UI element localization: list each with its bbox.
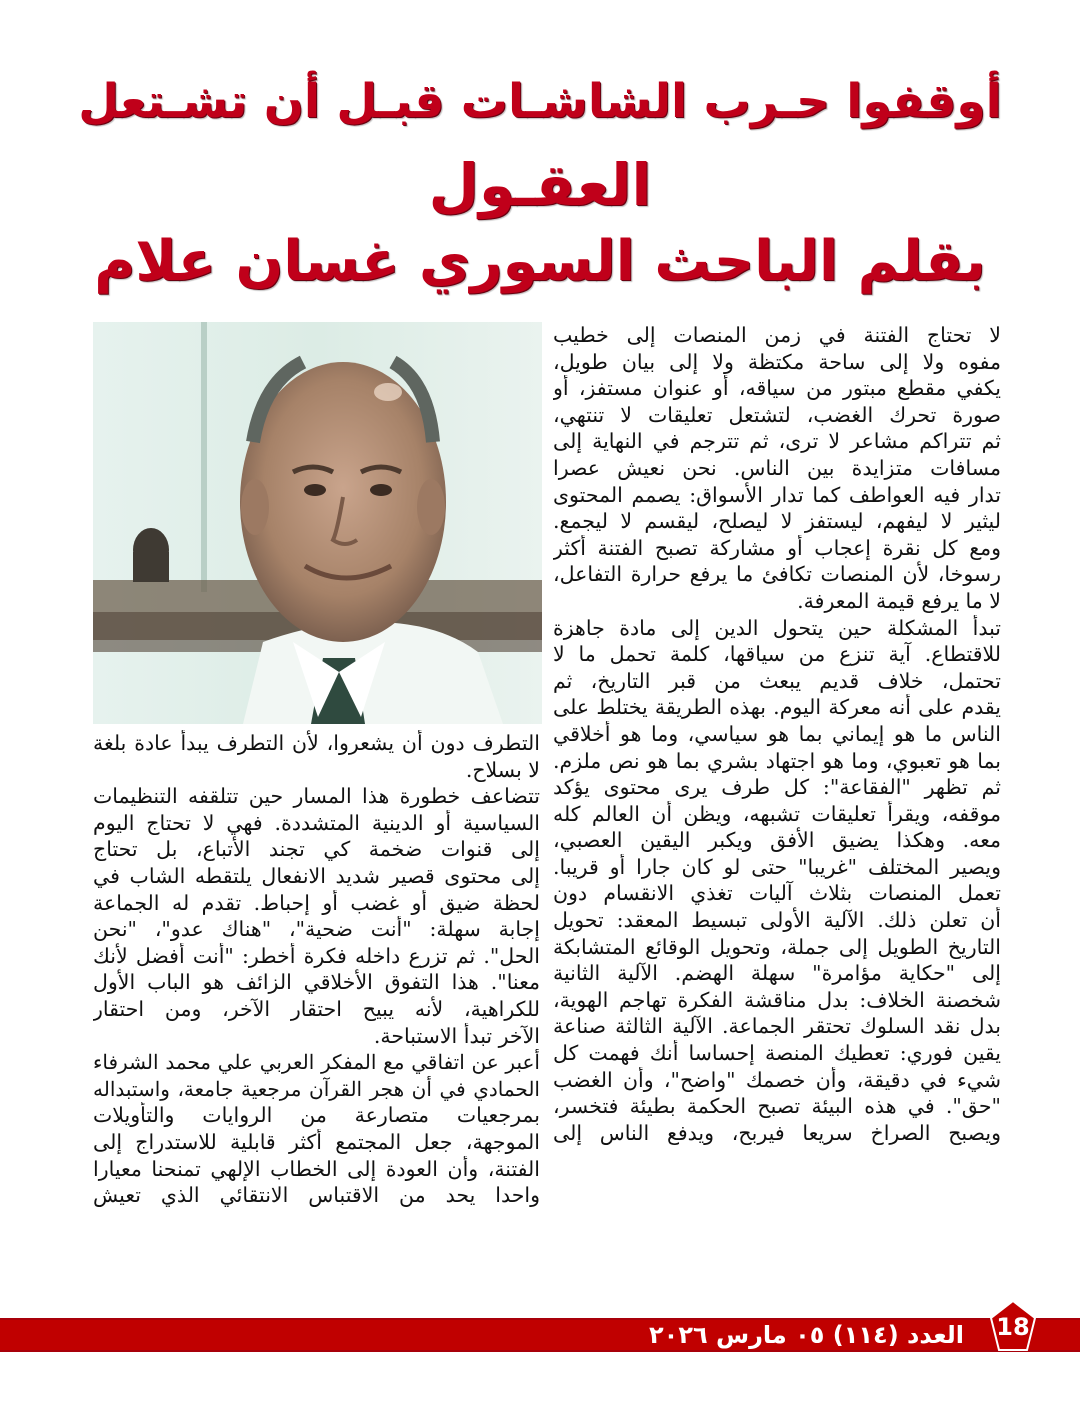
body-text-line: يقدم على أنه معركة اليوم. بهذه الطريقة يختلط على (553, 695, 1001, 720)
body-text-line: تحتمل، خلاف قديم يبعث من قبر التاريخ، ثم (553, 668, 1001, 693)
body-text-line: إلى "حكاية مؤامرة" سهلة الهضم. الآلية الثانية (553, 961, 1001, 986)
body-text-line: الآخر تبدأ الاستباحة. (373, 1023, 540, 1048)
article-title-line-1: أوقفوا حـرب الشاشـات قبـل أن تشـتعل (78, 74, 1002, 129)
body-text-line: إجابة سهلة: "أنت ضحية"، "هناك عدو"، "نحن (93, 917, 540, 942)
page-number: 18 (996, 1313, 1030, 1341)
body-text-line: أن تعلن ذلك. الآلية الأولى تبسيط المعقد: تحويل (553, 908, 1001, 933)
article-header (0, 74, 1080, 310)
body-text-line: ومع كل نقرة إعجاب أو مشاركة تصبح الفتنة أكثر (553, 535, 1001, 560)
body-text-line: بما هو تعبوي، وما هو اجتهاد بشري بما هو نص ملزم. (553, 748, 1001, 773)
body-text-line: التاريخ الطويل إلى جملة، وتحويل الوقائع المتشابكة (553, 934, 1001, 959)
article-byline: بقلم الباحث السوري غسان علام (94, 229, 986, 294)
body-text-line: الحمادي في أن هجر القرآن مرجعية جامعة، واستبداله (93, 1076, 540, 1101)
article-title-line-2: العقـول (428, 151, 652, 219)
body-text-line: واحدا يحد من الاقتباس الانتقائي الذي تعيش (93, 1183, 540, 1208)
article-body-right-column (553, 322, 1001, 1146)
body-text-line: معه. وهكذا يضيق الأفق ويكبر اليقين العصبي، (553, 828, 1001, 853)
body-text-line: إلى محتوى قصير شديد الانفعال يلتقطه الشاب في (93, 863, 540, 888)
body-text-line: يقين فوري: تعطيك المنصة إحساسا أنك فهمت كل (553, 1041, 1001, 1066)
body-text-line: لا ما يرفع قيمة المعرفة. (797, 588, 1001, 613)
body-text-line: يكفي مقطع مبتور من سياقه، أو عنوان مستفز، أو (553, 376, 1001, 401)
body-text-line: شيء في دقيقة، وأن خصمك "واضح"، وأن الغضب (553, 1067, 1001, 1092)
body-text-line: الموجهة، جعل المجتمع أكثر قابلية للاستدراج إلى (93, 1129, 540, 1154)
body-text-line: ثم تتراكم مشاعر لا ترى، ثم تترجم في النهاية إلى (553, 429, 1001, 454)
body-text-line: للاقتطاع. آية تنزع من سياقها، كلمة تحمل ما لا (553, 642, 1001, 667)
body-text-line: الحل". ثم تزرع داخله فكرة أخطر: "أنت أفضل لأنك (93, 943, 540, 968)
body-text-line: مسافات متزايدة بين الناس. نحن نعيش عصرا (553, 455, 1001, 480)
body-text-line: تدار فيه العواطف كما تدار الأسواق: يصمم المحتوى (553, 482, 1001, 507)
author-portrait-icon (93, 322, 542, 724)
body-text-line: صورة تحرك الغضب، لتشتعل تعليقات لا تنتهي، (553, 402, 1001, 427)
body-text-line: تعمل المنصات بثلاث آليات تغذي الانقسام دون (553, 881, 1001, 906)
body-text-line: للكراهية، لأنه يبيح احتقار الآخر، ومن احتقار (93, 996, 540, 1021)
author-photo (93, 322, 542, 724)
body-text-line: موقفه، ويقرأ تعليقات تشبهه، ويظن أن العالم كله (553, 801, 1001, 826)
body-text-line: لا بسلاح. (465, 757, 540, 782)
body-text-line: بدل نقد السلوك تحتقر الجماعة. الآلية الثالثة صناعة (553, 1014, 1001, 1039)
body-text-line: معنا". هذا التفوق الأخلاقي الزائف هو الباب الأول (93, 970, 540, 995)
body-text-line: ويصير المختلف "غريبا" حتى لو كان جارا أو قريبا. (553, 854, 1001, 879)
issue-date: العدد (١١٤) ٠٥ مارس ٢٠٢٦ (649, 1321, 964, 1349)
body-text-line: التطرف دون أن يشعروا، لأن التطرف يبدأ عادة بلغة (93, 731, 540, 755)
body-text-line: ليثير لا ليفهم، ليستفز لا ليصلح، ليقسم لا ليجمع. (553, 509, 1001, 534)
body-text-line: الفتنة، وأن العودة إلى الخطاب الإلهي تمنحنا معيارا (93, 1156, 540, 1181)
body-text-line: لا تحتاج الفتنة في زمن المنصات إلى خطيب (553, 323, 1001, 347)
body-text-line: تبدأ المشكلة حين يتحول الدين إلى مادة جاهزة (553, 615, 1001, 640)
body-text-line: مفوه ولا إلى ساحة مكتظة ولا إلى بيان طويل، (553, 349, 1001, 374)
body-text-line: أعبر عن اتفاقي مع المفكر العربي علي محمد الشرفاء (93, 1050, 540, 1075)
body-text-line: تتضاعف خطورة هذا المسار حين تتلقفه التنظيمات (93, 784, 540, 809)
body-text-line: الناس ما هو إيماني بما هو سياسي، وما هو أخلاقي (553, 721, 1001, 746)
body-text-line: إلى قنوات ضخمة كي تجند الأتباع، بل تحتاج (93, 837, 540, 862)
body-text-line: رسوخا، لأن المنصات تكافئ ما يرفع حرارة التفاعل، (553, 562, 1001, 587)
body-text-line: بمرجعيات متصارعة من الروايات والتأويلات (93, 1103, 540, 1128)
body-text-line: ويصبح الصراخ سريعا فيربح، ويدفع الناس إلى (553, 1120, 1001, 1145)
body-text-line: السياسية أو الدينية المتشددة. فهي لا تحتاج اليوم (93, 810, 540, 835)
body-text-line: ثم تظهر "الفقاعة": كل طرف يرى محتوى يؤكد (553, 775, 1001, 800)
body-text-line: "حق". في هذه البيئة تصبح الحكمة بطيئة فتخسر، (553, 1094, 1001, 1119)
article-body-left-column (93, 730, 540, 1209)
body-text-line: لحظة ضيق أو غضب أو إحباط. تقدم له الجماعة (93, 890, 540, 915)
body-text-line: شخصنة الخلاف: بدل مناقشة الفكرة تهاجم الهوية، (553, 987, 1001, 1012)
